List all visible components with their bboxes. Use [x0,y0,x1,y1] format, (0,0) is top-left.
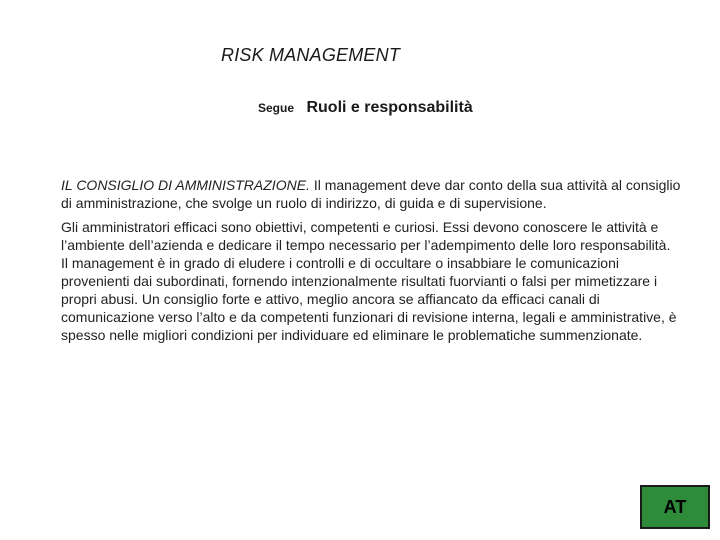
slide-subtitle [258,99,473,117]
paragraph-1 [61,176,681,212]
paragraph-2: Gli amministratori efficaci sono obiettivi, competenti e curiosi. Essi devono conoscere le attività e l’ambiente dell’azienda e dedicare il tempo necessario per l’adempimento delle loro responsabilità. Il management è in grado di eludere i controlli e di occultare o insabbiare le comunicazioni provenienti dai subordinati, fornendo intenzionalmente risultati fuorvianti o falsi per mimetizzare i propri abusi. Un consiglio forte e attivo, meglio ancora se affiancato da efficaci canali di comunicazione verso l’alto e da competenti funzionari di revisione interna, legali e amministrative, è spesso nelle migliori condizioni per individuare ed eliminare le problematiche summenzionate. [61,219,677,343]
body-text [61,176,681,350]
slide-title: RISK MANAGEMENT [221,45,401,65]
paragraph-1-lead: IL CONSIGLIO DI AMMINISTRAZIONE. [61,177,310,193]
paragraph-1-text: Il management deve dar conto della sua attività al consiglio di amministrazione, che svolge un ruolo di indirizzo, di guida e di supervisione. [61,177,681,211]
subtitle-text: Ruoli e responsabilità [306,99,473,116]
subtitle-prefix: Segue [258,101,295,115]
logo-badge: AT [640,485,710,529]
